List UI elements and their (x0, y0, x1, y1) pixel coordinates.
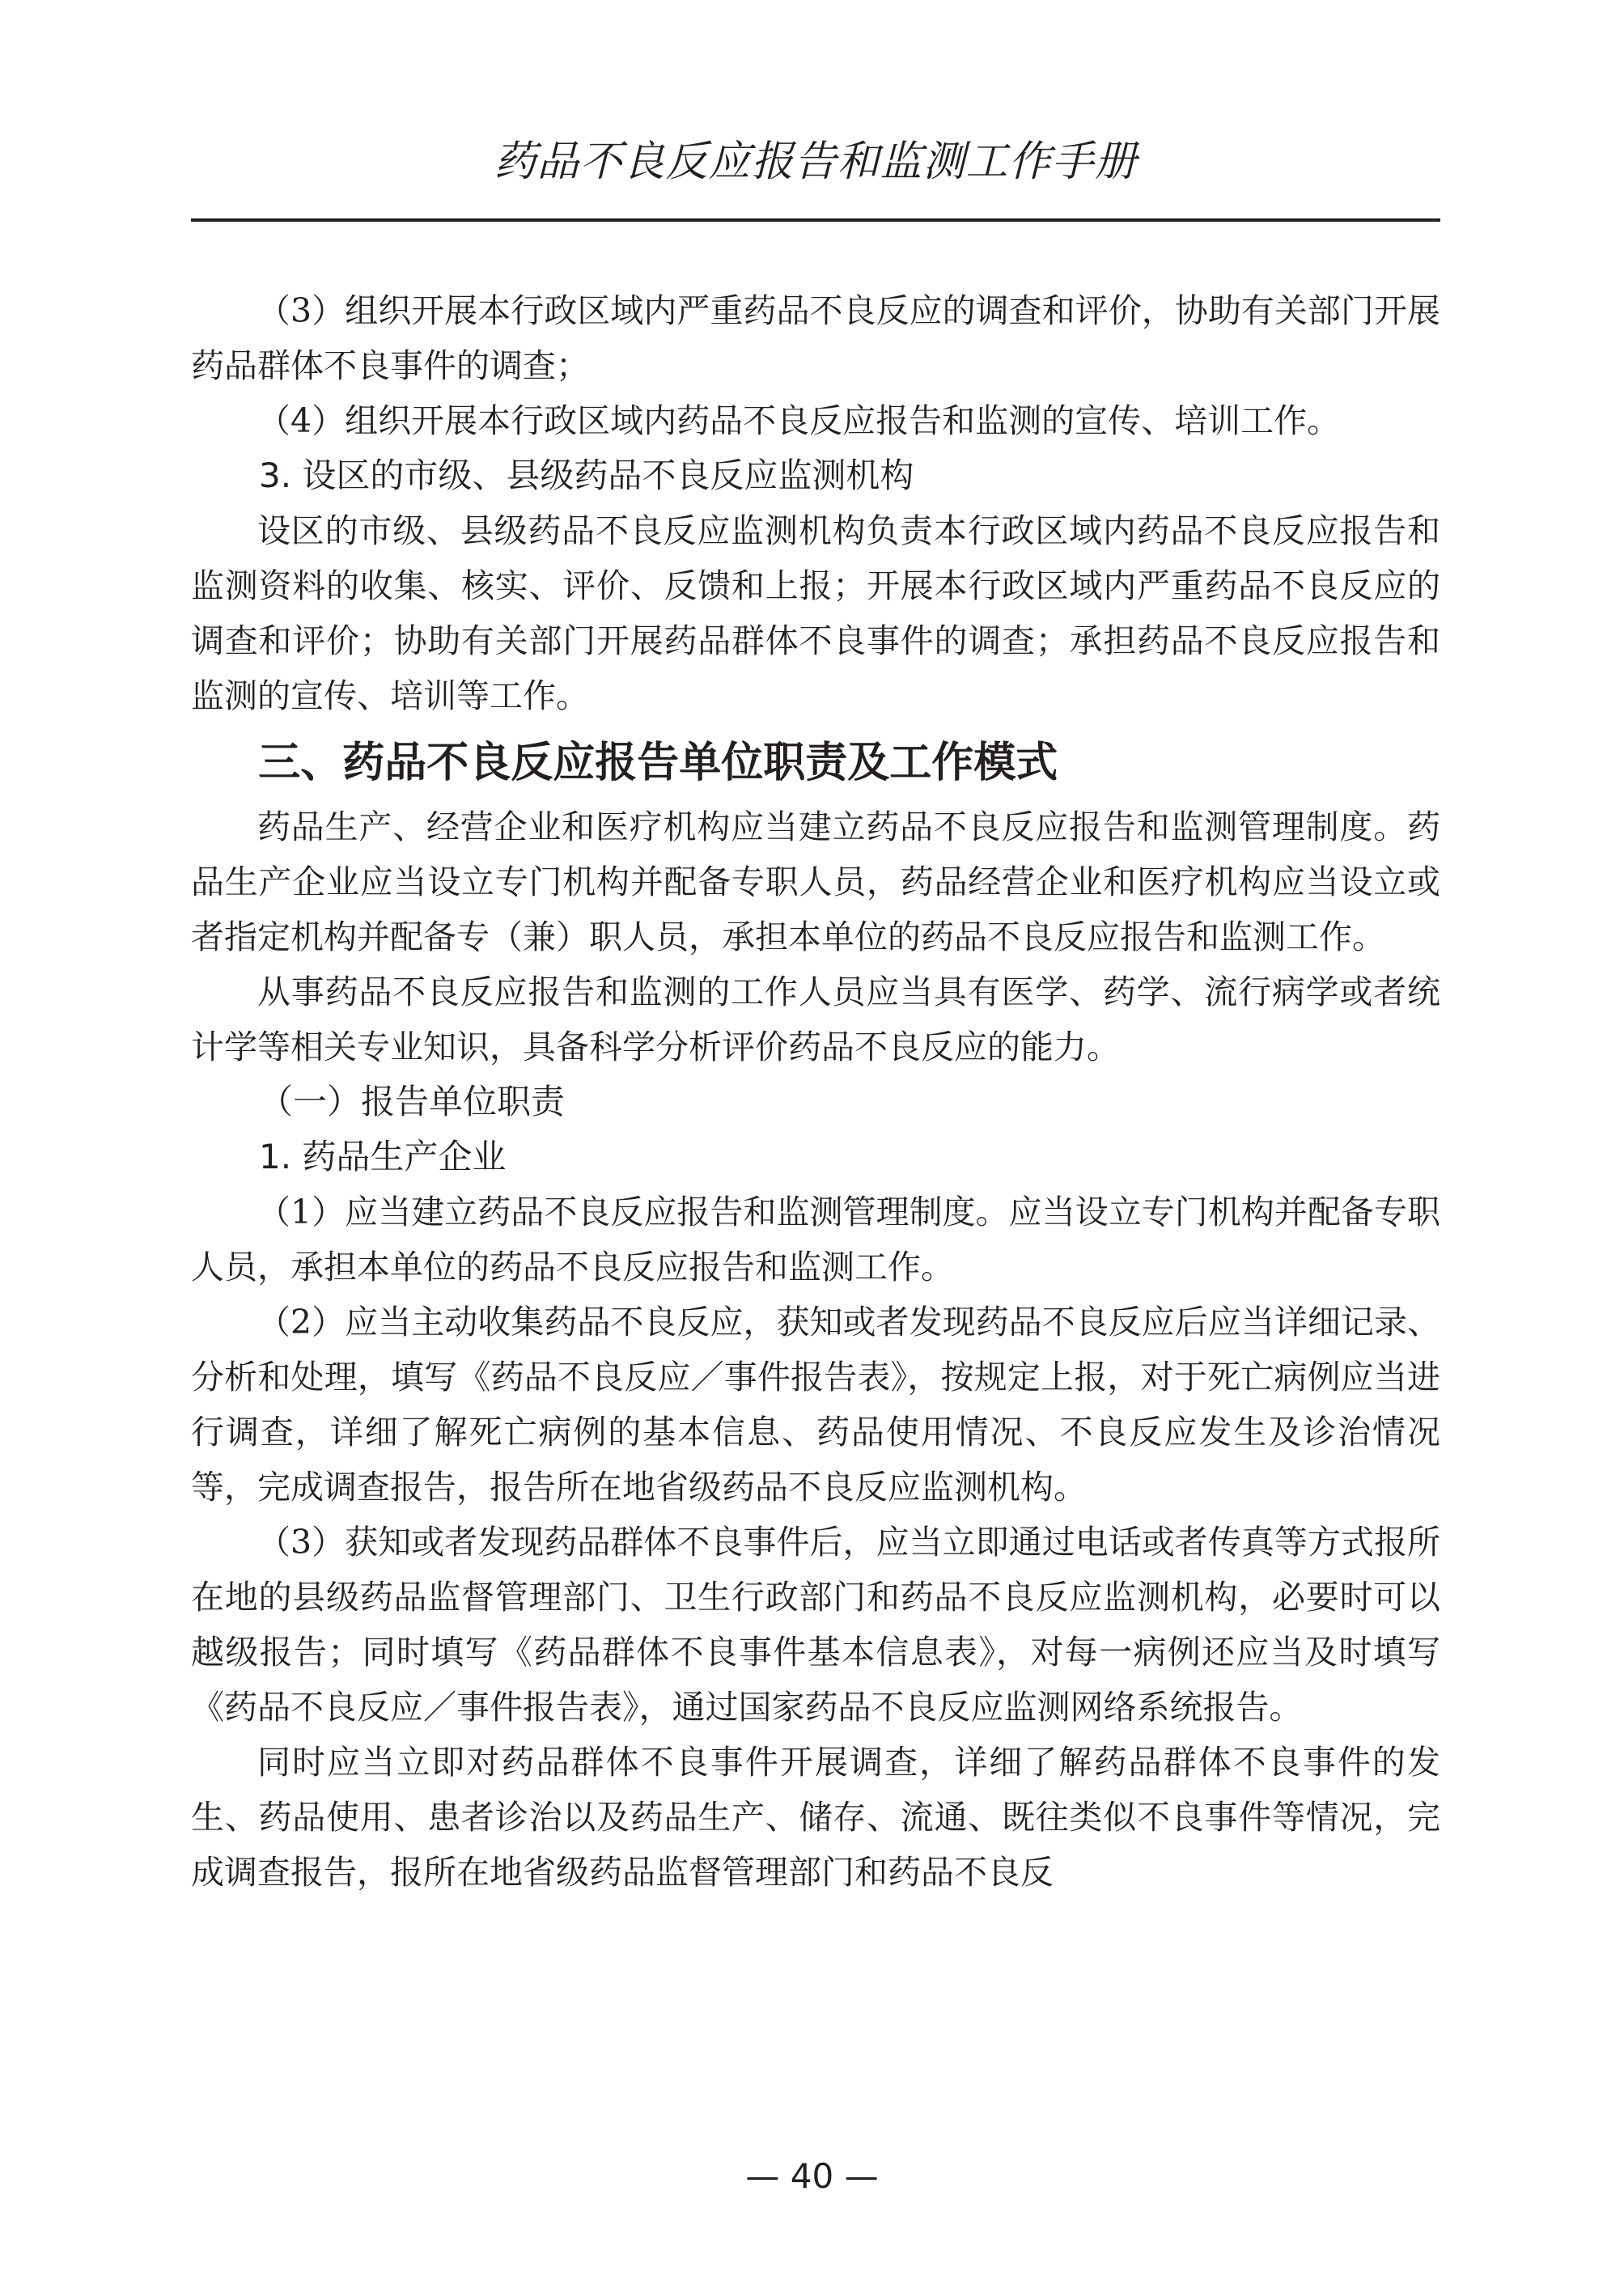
heading-section-three: 三、药品不良反应报告单位职责及工作模式 (258, 739, 1058, 787)
heading-county-institutions: 3. 设区的市级、县级药品不良反应监测机构 (259, 456, 914, 495)
paragraph-county-duties: 设区的市级、县级药品不良反应监测机构负责本行政区域内药品不良反应报告和监测资料的收集、核实、评价、反馈和上报；开展本行政区域内严重药品不良反应的调查和评价；协助有关部门开展药品群体不良事件的调查；承担药品不良反应报告和监测的宣传、培训等工作。 (191, 511, 1440, 715)
heading-drug-manufacturers: 1. 药品生产企业 (259, 1137, 507, 1176)
paragraph-manufacturer-1: （1）应当建立药品不良反应报告和监测管理制度。应当设立专门机构并配备专职人员，承担本单位的药品不良反应报告和监测工作。 (191, 1193, 1440, 1286)
paragraph-manufacturer-2: （2）应当主动收集药品不良反应，获知或者发现药品不良反应后应当详细记录、分析和处理，填写《药品不良反应／事件报告表》，按规定上报，对于死亡病例应当进行调查，详细了解死亡病例的基本信息、药品使用情况、不良反应发生及诊治情况等，完成调查报告，报告所在地省级药品不良反应监测机构。 (191, 1303, 1440, 1507)
paragraph-management-system: 药品生产、经营企业和医疗机构应当建立药品不良反应报告和监测管理制度。药品生产企业应当设立专门机构并配备专职人员，药品经营企业和医疗机构应当设立或者指定机构并配备专（兼）职人员，承担本单位的药品不良反应报告和监测工作。 (191, 807, 1440, 956)
page-number: — 40 — (745, 2156, 879, 2196)
paragraph-3-investigation: （3）组织开展本行政区域内严重药品不良反应的调查和评价，协助有关部门开展药品群体不良事件的调查； (191, 291, 1440, 385)
paragraph-4-publicity: （4）组织开展本行政区域内药品不良反应报告和监测的宣传、培训工作。 (257, 401, 1341, 440)
heading-reporting-unit-duties: （一）报告单位职责 (259, 1082, 566, 1121)
paragraph-manufacturer-3: （3）获知或者发现药品群体不良事件后，应当立即通过电话或者传真等方式报所在地的县级药品监督管理部门、卫生行政部门和药品不良反应监测机构，必要时可以越级报告；同时填写《药品群体不良事件基本信息表》，对每一病例还应当及时填写《药品不良反应／事件报告表》，通过国家药品不良反应监测网络系统报告。 (191, 1523, 1440, 1727)
running-header: 药品不良反应报告和监测工作手册 (494, 138, 1138, 186)
page-body (191, 283, 1440, 1900)
paragraph-staff-qualifications: 从事药品不良反应报告和监测的工作人员应当具有医学、药学、流行病学或者统计学等相关专业知识，具备科学分析评价药品不良反应的能力。 (191, 973, 1440, 1066)
header-rule (191, 218, 1440, 222)
paragraph-group-event-investigation: 同时应当立即对药品群体不良事件开展调查，详细了解药品群体不良事件的发生、药品使用、患者诊治以及药品生产、储存、流通、既往类似不良事件等情况，完成调查报告，报所在地省级药品监督管理部门和药品不良反 (191, 1743, 1440, 1892)
